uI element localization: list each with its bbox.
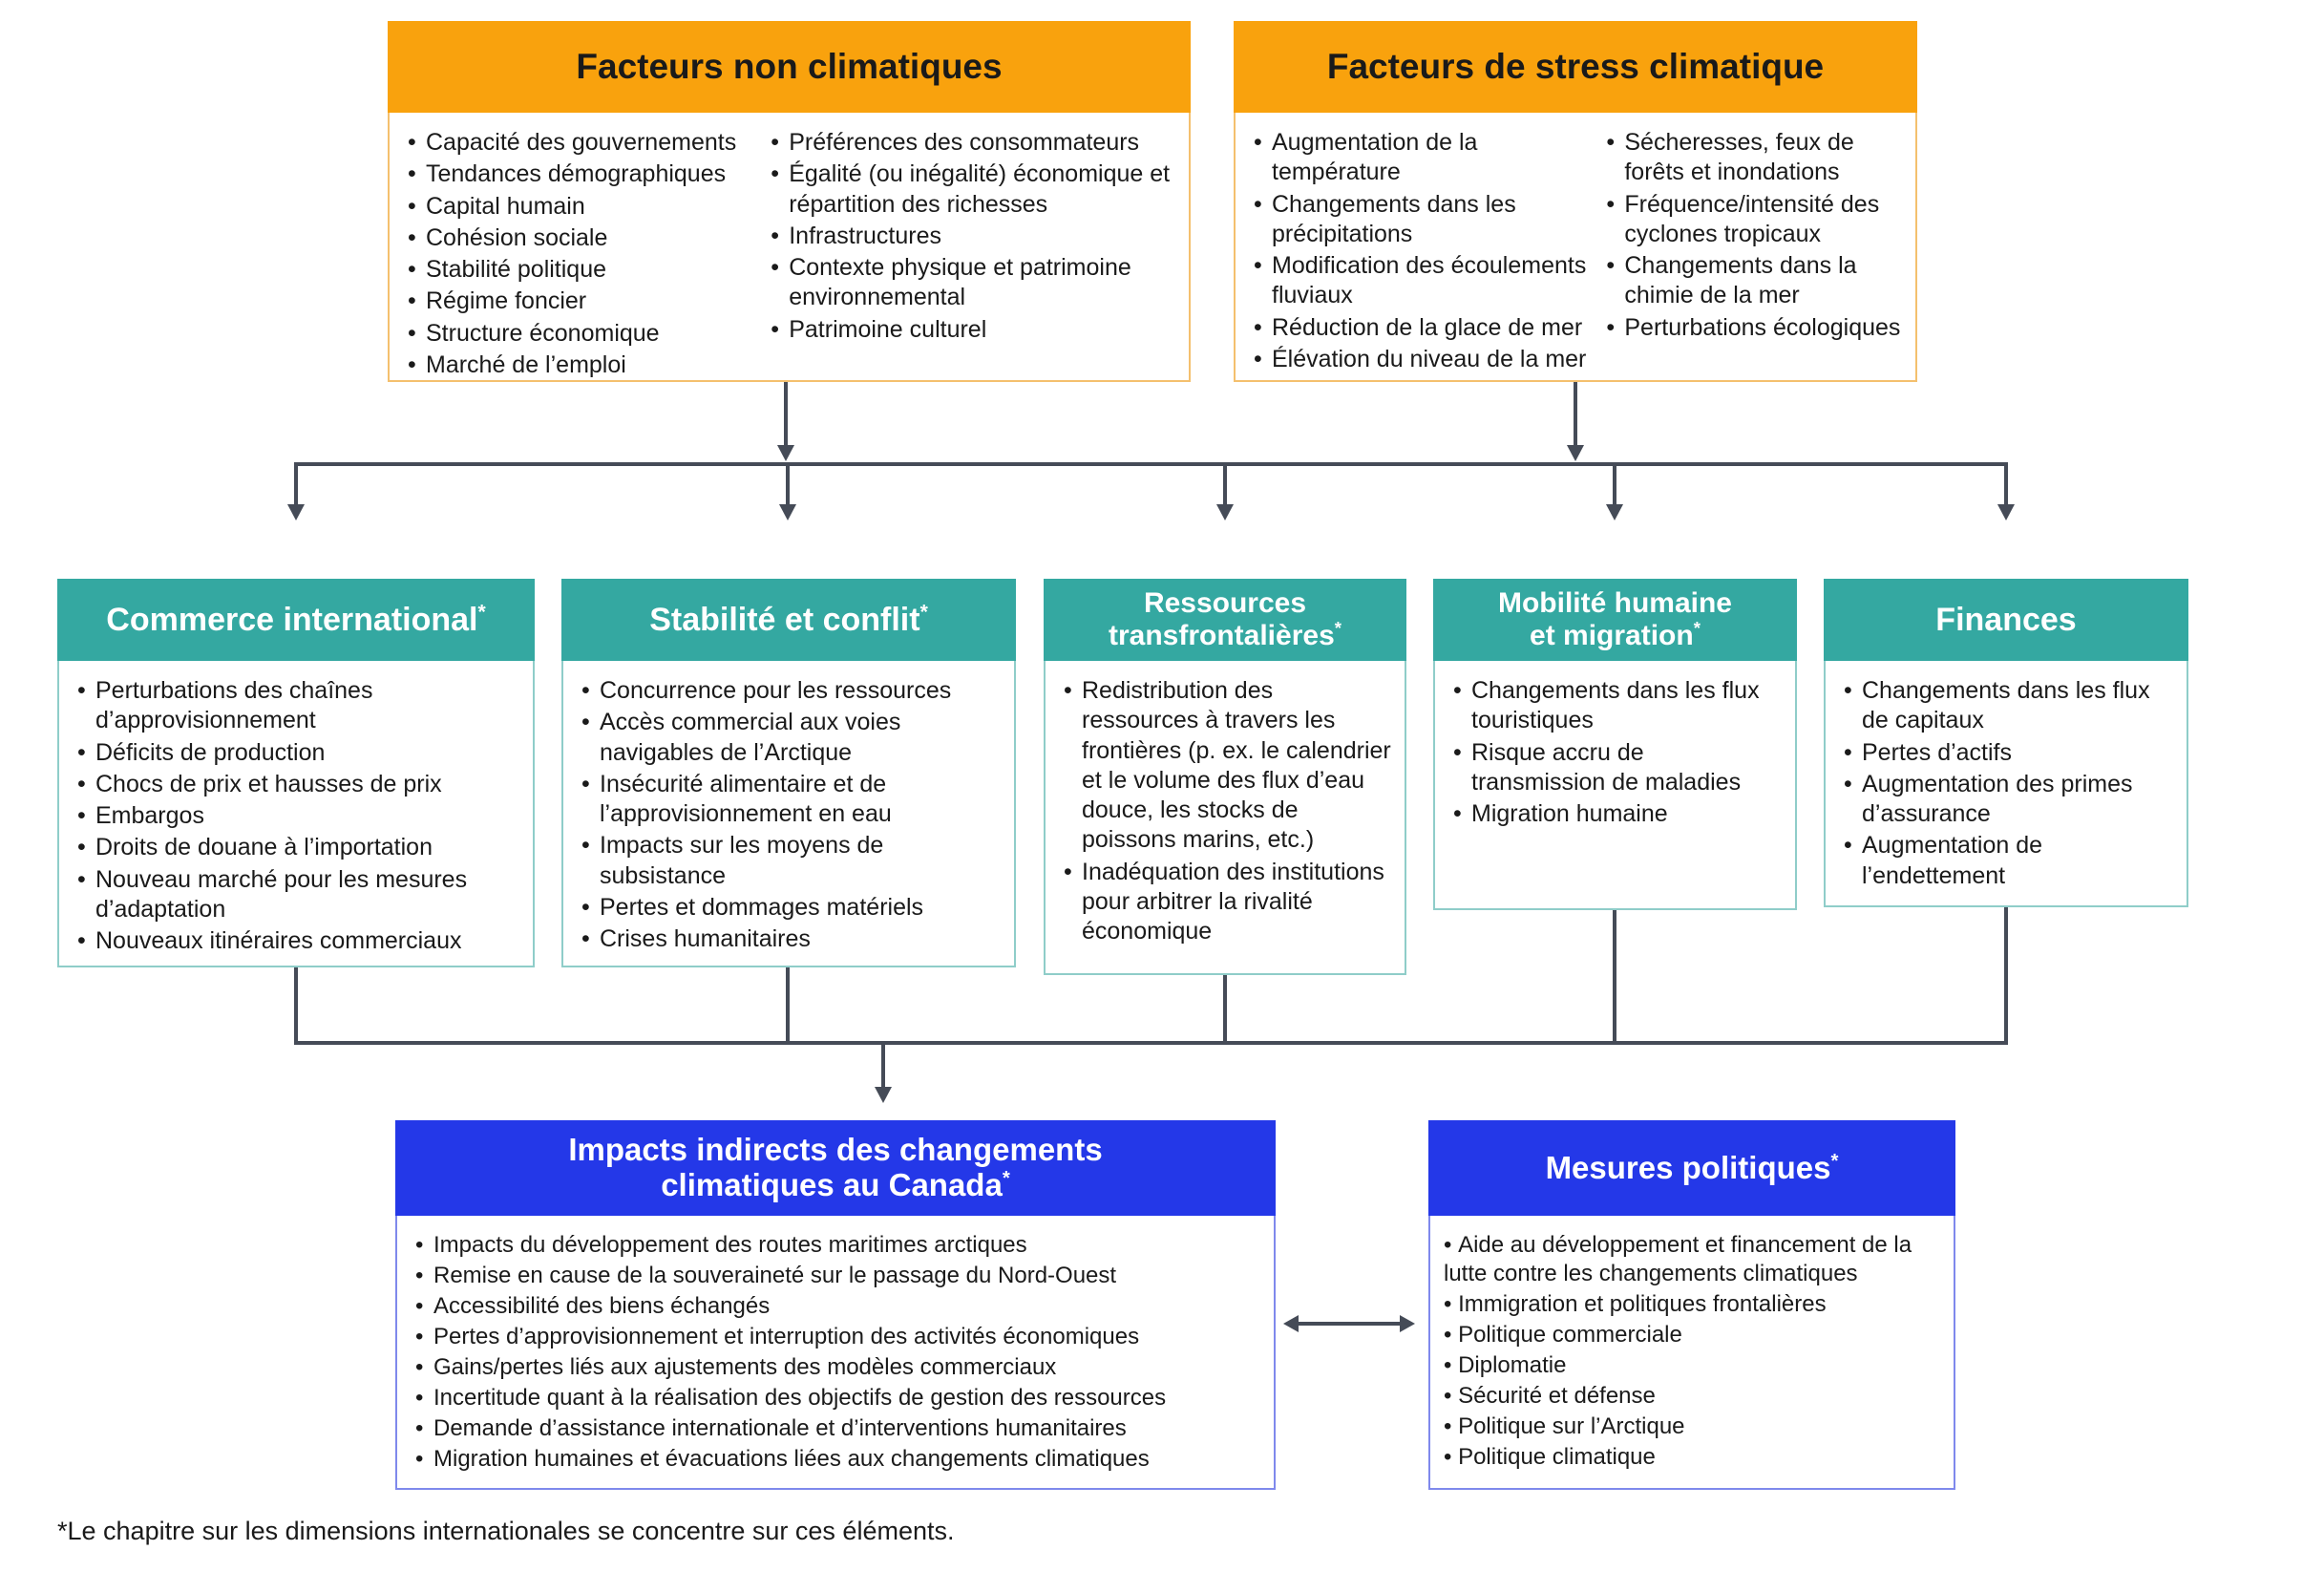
box-title: Mobilité humaine: [1497, 587, 1732, 620]
arrowhead-down-icon: [777, 445, 794, 461]
box-title: Facteurs de stress climatique: [1326, 47, 1825, 87]
bullet-list: [411, 1231, 1260, 1474]
arrowhead-right-icon: [1400, 1315, 1415, 1332]
list-item: • Préférences des consommateurs: [766, 128, 1175, 158]
asterisk-marker: *: [1334, 618, 1342, 638]
list-item: • Changements dans les précipitations: [1249, 190, 1601, 250]
box-header: [1824, 579, 2188, 661]
box-facteurs-non-climatiques: [388, 21, 1191, 382]
box-body: [561, 661, 1016, 967]
connector-line: [784, 382, 788, 447]
list-item: • Cohésion sociale: [403, 223, 766, 253]
list-item: • Capital humain: [403, 192, 766, 222]
box-title: climatiques au Canada: [661, 1167, 1003, 1202]
list-item: • Embargos: [73, 801, 519, 831]
double-arrow-line: [1299, 1322, 1400, 1326]
box-title: Facteurs non climatiques: [576, 47, 1003, 87]
list-item: • Changements dans les flux touristiques: [1448, 676, 1782, 736]
connector-line: [2004, 466, 2008, 506]
box-body: [388, 113, 1191, 382]
box-commerce-international: [57, 579, 535, 967]
bullet-list: [1444, 1231, 1940, 1472]
box-title: Finances: [1935, 601, 2077, 638]
list-item: • Augmentation de l’endettement: [1839, 831, 2173, 891]
list-item: • Pertes d’approvisionnement et interruption des activités économiques: [411, 1323, 1260, 1351]
list-item: • Immigration et politiques frontalières: [1444, 1290, 1940, 1319]
box-ressources-transfrontalieres: [1044, 579, 1406, 975]
list-item: • Migration humaines et évacuations liées aux changements climatiques: [411, 1445, 1260, 1474]
list-item: • Sécurité et défense: [1444, 1382, 1940, 1411]
connector-line: [294, 466, 298, 506]
list-item: • Droits de douane à l’importation: [73, 833, 519, 862]
list-item: • Changements dans la chimie de la mer: [1601, 251, 1902, 311]
box-title: Stabilité et conflit: [649, 601, 920, 638]
box-mobilite-humaine-migration: [1433, 579, 1797, 910]
list-item: • Augmentation de la température: [1249, 128, 1601, 188]
bullet-list: [1601, 126, 1902, 372]
footnote: *Le chapitre sur les dimensions internationales se concentre sur ces éléments.: [57, 1517, 955, 1545]
list-item: • Chocs de prix et hausses de prix: [73, 770, 519, 799]
box-finances: [1824, 579, 2188, 907]
connector-line: [294, 967, 298, 1043]
list-item: • Impacts sur les moyens de subsistance: [577, 831, 1001, 891]
box-title: Ressources: [1143, 587, 1307, 620]
list-item: • Augmentation des primes d’assurance: [1839, 770, 2173, 830]
box-body: [1824, 661, 2188, 907]
list-item: • Insécurité alimentaire et de l’approvisionnement en eau: [577, 770, 1001, 830]
list-item: • Pertes et dommages matériels: [577, 893, 1001, 923]
list-item: • Fréquence/intensité des cyclones tropicaux: [1601, 190, 1902, 250]
bullet-list: [1249, 126, 1601, 372]
list-item: • Diplomatie: [1444, 1351, 1940, 1380]
connector-line: [1223, 975, 1227, 1043]
box-title: transfrontalières: [1109, 620, 1335, 651]
arrowhead-down-icon: [875, 1087, 892, 1103]
box-body: [1428, 1216, 1955, 1490]
box-stabilite-et-conflit: [561, 579, 1016, 967]
arrowhead-left-icon: [1283, 1315, 1299, 1332]
connector-line: [786, 967, 790, 1043]
box-body: [395, 1216, 1276, 1490]
asterisk-marker: *: [919, 601, 928, 624]
connector-line: [1574, 382, 1577, 447]
list-item: • Inadéquation des institutions pour arbitrer la rivalité économique: [1059, 858, 1391, 947]
bullet-list: [403, 126, 766, 378]
list-item: • Accès commercial aux voies navigables de l’Arctique: [577, 708, 1001, 768]
box-header: [1433, 579, 1797, 661]
list-item: • Nouveau marché pour les mesures d’adaptation: [73, 865, 519, 925]
list-item: • Nouveaux itinéraires commerciaux: [73, 926, 519, 956]
list-item: • Patrimoine culturel: [766, 315, 1175, 345]
list-item: • Redistribution des ressources à travers les frontières (p. ex. le calendrier et le volume des flux d’eau douce, les stocks de poissons marins, etc.): [1059, 676, 1391, 856]
connector-bus-top: [294, 462, 2008, 466]
list-item: • Concurrence pour les ressources: [577, 676, 1001, 706]
asterisk-marker: *: [477, 601, 486, 624]
list-item: • Aide au développement et financement de la lutte contre les changements climatiques: [1444, 1231, 1940, 1288]
box-header: [1428, 1120, 1955, 1216]
list-item: • Marché de l’emploi: [403, 350, 766, 380]
box-title: et migration: [1530, 620, 1694, 651]
list-item: • Remise en cause de la souveraineté sur le passage du Nord-Ouest: [411, 1262, 1260, 1290]
list-item: • Politique climatique: [1444, 1443, 1940, 1472]
bullet-list: [577, 676, 1001, 954]
connector-line: [1613, 910, 1616, 1043]
list-item: • Perturbations des chaînes d’approvisionnement: [73, 676, 519, 736]
bullet-list: [1448, 676, 1782, 829]
list-item: • Déficits de production: [73, 738, 519, 768]
list-item: • Politique sur l’Arctique: [1444, 1412, 1940, 1441]
connector-line: [2004, 907, 2008, 1043]
arrowhead-down-icon: [1606, 504, 1623, 520]
list-item: • Égalité (ou inégalité) économique et répartition des richesses: [766, 159, 1175, 220]
box-title: Mesures politiques: [1545, 1149, 1831, 1185]
box-impacts-indirects-canada: [395, 1120, 1276, 1490]
box-header: [561, 579, 1016, 661]
connector-line: [786, 466, 790, 506]
arrowhead-down-icon: [1567, 445, 1584, 461]
list-item: • Politique commerciale: [1444, 1321, 1940, 1349]
box-body: [57, 661, 535, 967]
list-item: • Infrastructures: [766, 222, 1175, 251]
box-title: Impacts indirects des changements: [568, 1132, 1103, 1168]
asterisk-marker: *: [1830, 1149, 1839, 1172]
arrowhead-down-icon: [1216, 504, 1234, 520]
list-item: • Stabilité politique: [403, 255, 766, 285]
list-item: • Risque accru de transmission de maladies: [1448, 738, 1782, 798]
list-item: • Sécheresses, feux de forêts et inondations: [1601, 128, 1902, 188]
box-mesures-politiques: [1428, 1120, 1955, 1490]
list-item: • Pertes d’actifs: [1839, 738, 2173, 768]
box-header: [1044, 579, 1406, 661]
connector-line: [881, 1045, 885, 1089]
box-header: [1234, 21, 1917, 113]
arrowhead-down-icon: [287, 504, 305, 520]
connector-line: [1223, 466, 1227, 506]
list-item: • Incertitude quant à la réalisation des objectifs de gestion des ressources: [411, 1384, 1260, 1412]
list-item: • Structure économique: [403, 319, 766, 349]
bullet-list: [73, 676, 519, 956]
list-item: • Capacité des gouvernements: [403, 128, 766, 158]
bullet-list: [1839, 676, 2173, 891]
asterisk-marker: *: [1002, 1167, 1010, 1189]
list-item: • Tendances démographiques: [403, 159, 766, 189]
connector-line: [1613, 466, 1616, 506]
list-item: • Changements dans les flux de capitaux: [1839, 676, 2173, 736]
list-item: • Modification des écoulements fluviaux: [1249, 251, 1601, 311]
bullet-list: [1059, 676, 1391, 946]
list-item: • Perturbations écologiques: [1601, 313, 1902, 343]
box-header: [388, 21, 1191, 113]
arrowhead-down-icon: [779, 504, 796, 520]
list-item: • Impacts du développement des routes maritimes arctiques: [411, 1231, 1260, 1260]
box-body: [1234, 113, 1917, 382]
arrowhead-down-icon: [1997, 504, 2015, 520]
box-title: Commerce international: [106, 601, 478, 638]
list-item: • Crises humanitaires: [577, 924, 1001, 954]
box-header: [395, 1120, 1276, 1216]
list-item: • Réduction de la glace de mer: [1249, 313, 1601, 343]
list-item: • Élévation du niveau de la mer: [1249, 345, 1601, 374]
box-body: [1433, 661, 1797, 910]
list-item: • Régime foncier: [403, 287, 766, 316]
connector-bus-bottom: [294, 1041, 2008, 1045]
list-item: • Demande d’assistance internationale et d’interventions humanitaires: [411, 1414, 1260, 1443]
box-facteurs-stress-climatique: [1234, 21, 1917, 382]
list-item: • Accessibilité des biens échangés: [411, 1292, 1260, 1321]
list-item: • Gains/pertes liés aux ajustements des modèles commerciaux: [411, 1353, 1260, 1382]
box-header: [57, 579, 535, 661]
bullet-list: [766, 126, 1175, 372]
asterisk-marker: *: [1693, 618, 1701, 638]
list-item: • Migration humaine: [1448, 799, 1782, 829]
list-item: • Contexte physique et patrimoine environnemental: [766, 253, 1175, 313]
box-body: [1044, 661, 1406, 975]
